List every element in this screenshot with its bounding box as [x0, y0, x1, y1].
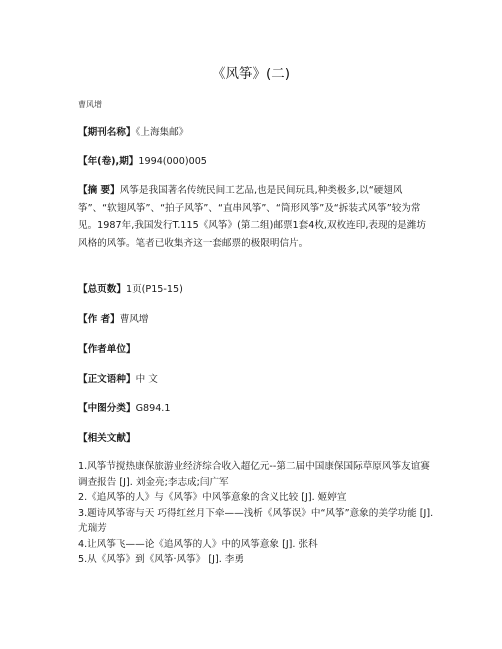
- reference-item[interactable]: 5.从《风筝》到《风筝·风筝》 [J]. 李勇: [78, 554, 244, 565]
- author-field: [78, 311, 433, 329]
- reference-item[interactable]: 4.让风筝飞——论《追风筝的人》中的风筝意象 [J]. 张科: [78, 538, 318, 550]
- related-heading: [78, 430, 433, 448]
- affiliation-label: 【作者单位】: [78, 344, 136, 355]
- byline: 曹风增: [78, 100, 102, 109]
- language-value: 中 文: [135, 374, 158, 385]
- classification-field: [78, 400, 433, 418]
- language-field: [78, 371, 433, 389]
- author-value: 曹风增: [119, 314, 149, 325]
- reference-list: [78, 459, 438, 568]
- journal-field: [78, 124, 433, 142]
- pages-label: 【总页数】: [78, 284, 126, 295]
- year-issue-label: 【年(卷),期】: [78, 156, 139, 167]
- pages-value: 1页(P15-15): [125, 284, 183, 295]
- reference-item[interactable]: 2.《追风筝的人》与《风筝》中风筝意象的含义比较 [J]. 姬婷宣: [78, 492, 347, 503]
- reference-item[interactable]: 3.题诗风筝寄与天 巧得红丝月下牵——浅析《风筝误》中“风筝”意象的美学功能 [J]. 尤瑞芳: [78, 507, 434, 534]
- pages-field: [78, 281, 433, 299]
- abstract-label: 【摘 要】: [78, 185, 120, 196]
- year-issue-field: [78, 153, 433, 171]
- affiliation-field: [78, 341, 433, 359]
- classification-label: 【中图分类】: [78, 403, 136, 414]
- abstract-field: [78, 182, 433, 252]
- journal-value: 《上海集邮》: [135, 127, 189, 138]
- reference-item[interactable]: 1.风筝节搅热康保旅游业经济综合收入超亿元--第二届中国康保国际草原风筝友谊赛调查报告 [J]. 刘金亮;李志成;闫广军: [78, 461, 430, 488]
- year-issue-value: 1994(000)005: [138, 156, 207, 167]
- abstract-text: 风筝是我国著名传统民间工艺品,也是民间玩具,种类极多,以“硬翅风筝”、“软翅风筝”、“拍子风筝”、“直串风筝”、“筒形风筝”及“拆装式风筝”较为常见。1987年,我国发行T.115《风筝》(第二组)邮票1套4枚,双枚连印,表现的是潍坊风格的风筝。笔者已收集齐这一套邮票的极限明信片。: [78, 185, 426, 249]
- language-label: 【正文语种】: [78, 374, 136, 385]
- document-title: 《风筝》(二): [211, 66, 291, 82]
- journal-label: 【期刊名称】: [78, 127, 136, 138]
- related-label: 【相关文献】: [78, 433, 136, 444]
- classification-value: G894.1: [135, 403, 171, 414]
- author-label: 【作 者】: [78, 314, 120, 325]
